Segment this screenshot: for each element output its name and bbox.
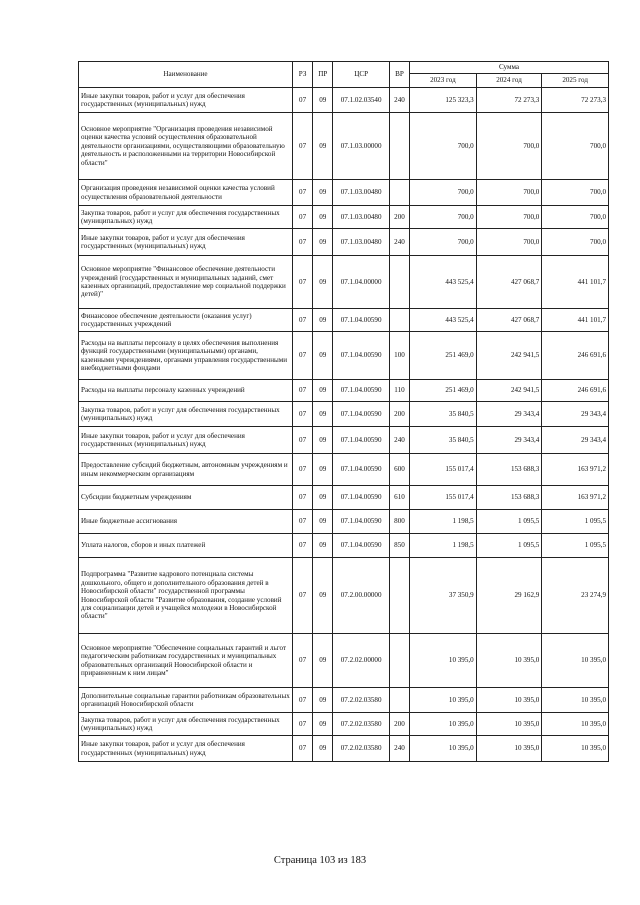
row-name: Иные закупки товаров, работ и услуг для обеспечения государственных (муниципальных) нужд	[79, 88, 293, 113]
row-sum-2025: 10 395,0	[542, 688, 609, 713]
row-csr: 07.1.03.00480	[333, 206, 390, 229]
row-pr: 09	[313, 309, 333, 332]
row-pr: 09	[313, 713, 333, 736]
row-sum-2025: 441 101,7	[542, 309, 609, 332]
row-csr: 07.1.02.03540	[333, 88, 390, 113]
row-sum-2023: 251 469,0	[410, 380, 477, 402]
row-vr: 100	[389, 332, 409, 380]
row-pr: 09	[313, 88, 333, 113]
row-name: Иные закупки товаров, работ и услуг для обеспечения государственных (муниципальных) нужд	[79, 427, 293, 454]
row-sum-2023: 10 395,0	[410, 634, 477, 688]
row-name: Иные бюджетные ассигнования	[79, 510, 293, 534]
table-row	[79, 713, 609, 736]
row-name: Организация проведения независимой оценки качества условий осуществления образовательной деятельности	[79, 180, 293, 206]
row-name: Подпрограмма "Развитие кадрового потенциала системы дошкольного, общего и дополнительного образования детей в Новосибирской области" государственной программы Новосибирской области "Развитие образования, создание условий для социализации детей и учащейся молодежи в Новосибирской области"	[79, 558, 293, 634]
row-rz: 07	[293, 180, 313, 206]
row-name: Финансовое обеспечение деятельности (оказания услуг) государственных учреждений	[79, 309, 293, 332]
header-year-2023: 2023 год	[410, 74, 477, 88]
row-sum-2024: 242 941,5	[476, 332, 542, 380]
row-sum-2023: 10 395,0	[410, 688, 477, 713]
row-name: Закупка товаров, работ и услуг для обеспечения государственных (муниципальных) нужд	[79, 713, 293, 736]
header-vr: ВР	[389, 62, 409, 88]
row-sum-2023: 443 525,4	[410, 309, 477, 332]
row-sum-2024: 700,0	[476, 113, 542, 180]
row-sum-2024: 1 095,5	[476, 510, 542, 534]
row-sum-2023: 37 350,9	[410, 558, 477, 634]
row-rz: 07	[293, 634, 313, 688]
row-name: Иные закупки товаров, работ и услуг для обеспечения государственных (муниципальных) нужд	[79, 229, 293, 256]
row-rz: 07	[293, 332, 313, 380]
row-sum-2024: 700,0	[476, 206, 542, 229]
table-row	[79, 427, 609, 454]
row-vr	[389, 688, 409, 713]
table-row	[79, 454, 609, 486]
row-sum-2024: 10 395,0	[476, 688, 542, 713]
row-sum-2025: 10 395,0	[542, 736, 609, 762]
row-pr: 09	[313, 736, 333, 762]
row-sum-2023: 251 469,0	[410, 332, 477, 380]
row-sum-2023: 10 395,0	[410, 713, 477, 736]
row-sum-2023: 443 525,4	[410, 256, 477, 309]
row-sum-2023: 35 840,5	[410, 427, 477, 454]
row-sum-2025: 700,0	[542, 206, 609, 229]
row-name: Субсидии бюджетным учреждениям	[79, 486, 293, 510]
row-pr: 09	[313, 688, 333, 713]
table-row	[79, 402, 609, 427]
row-sum-2025: 700,0	[542, 180, 609, 206]
row-sum-2024: 10 395,0	[476, 713, 542, 736]
row-sum-2024: 242 941,5	[476, 380, 542, 402]
row-csr: 07.2.00.00000	[333, 558, 390, 634]
budget-table	[78, 61, 609, 762]
row-sum-2025: 10 395,0	[542, 713, 609, 736]
row-rz: 07	[293, 427, 313, 454]
header-rz: РЗ	[293, 62, 313, 88]
row-sum-2024: 72 273,3	[476, 88, 542, 113]
row-name: Предоставление субсидий бюджетным, автономным учреждениям и иным некоммерческим организациям	[79, 454, 293, 486]
row-sum-2025: 1 095,5	[542, 534, 609, 558]
row-name: Основное мероприятие "Организация проведения независимой оценки качества условий осуществления образовательной деятельности организациями, осуществляющими образовательную деятельность и расположенными на территории Новосибирской области"	[79, 113, 293, 180]
row-rz: 07	[293, 713, 313, 736]
row-sum-2023: 155 017,4	[410, 454, 477, 486]
row-csr: 07.1.04.00590	[333, 486, 390, 510]
row-sum-2024: 10 395,0	[476, 736, 542, 762]
row-rz: 07	[293, 309, 313, 332]
row-csr: 07.1.03.00000	[333, 113, 390, 180]
row-sum-2025: 29 343,4	[542, 402, 609, 427]
row-rz: 07	[293, 688, 313, 713]
row-vr: 800	[389, 510, 409, 534]
row-vr: 200	[389, 713, 409, 736]
row-sum-2025: 163 971,2	[542, 486, 609, 510]
row-rz: 07	[293, 736, 313, 762]
row-sum-2023: 700,0	[410, 229, 477, 256]
row-pr: 09	[313, 558, 333, 634]
row-rz: 07	[293, 380, 313, 402]
table-row	[79, 558, 609, 634]
row-name: Расходы на выплаты персоналу казенных учреждений	[79, 380, 293, 402]
row-sum-2023: 1 198,5	[410, 534, 477, 558]
header-csr: ЦСР	[333, 62, 390, 88]
row-csr: 07.1.04.00590	[333, 510, 390, 534]
row-name: Уплата налогов, сборов и иных платежей	[79, 534, 293, 558]
row-sum-2024: 1 095,5	[476, 534, 542, 558]
row-rz: 07	[293, 256, 313, 309]
table-header	[79, 62, 609, 88]
row-rz: 07	[293, 88, 313, 113]
row-pr: 09	[313, 534, 333, 558]
row-rz: 07	[293, 206, 313, 229]
row-rz: 07	[293, 510, 313, 534]
row-sum-2023: 155 017,4	[410, 486, 477, 510]
row-sum-2025: 246 691,6	[542, 332, 609, 380]
table-row	[79, 113, 609, 180]
row-sum-2025: 700,0	[542, 229, 609, 256]
row-sum-2024: 153 688,3	[476, 454, 542, 486]
row-sum-2025: 441 101,7	[542, 256, 609, 309]
row-sum-2024: 700,0	[476, 229, 542, 256]
row-sum-2023: 700,0	[410, 180, 477, 206]
row-name: Закупка товаров, работ и услуг для обеспечения государственных (муниципальных) нужд	[79, 206, 293, 229]
row-csr: 07.1.04.00000	[333, 256, 390, 309]
header-pr: ПР	[313, 62, 333, 88]
row-sum-2024: 427 068,7	[476, 309, 542, 332]
row-name: Основное мероприятие "Финансовое обеспечение деятельности учреждений (государственных и муниципальных заданий, смет казенных организаций, предоставление мер социальной поддержки детей)"	[79, 256, 293, 309]
row-rz: 07	[293, 486, 313, 510]
row-csr: 07.1.03.00480	[333, 229, 390, 256]
row-pr: 09	[313, 634, 333, 688]
row-sum-2023: 10 395,0	[410, 736, 477, 762]
row-vr: 240	[389, 427, 409, 454]
table-row	[79, 206, 609, 229]
row-sum-2023: 1 198,5	[410, 510, 477, 534]
row-pr: 09	[313, 486, 333, 510]
row-csr: 07.2.02.00000	[333, 634, 390, 688]
row-sum-2023: 35 840,5	[410, 402, 477, 427]
row-name: Расходы на выплаты персоналу в целях обеспечения выполнения функций государственными (муниципальными) органами, казенными учреждениями, органами управления государственными внебюджетными фондами	[79, 332, 293, 380]
row-rz: 07	[293, 534, 313, 558]
row-pr: 09	[313, 332, 333, 380]
table-row	[79, 510, 609, 534]
header-sums: Сумма	[410, 62, 609, 74]
row-sum-2025: 700,0	[542, 113, 609, 180]
row-pr: 09	[313, 454, 333, 486]
row-sum-2025: 163 971,2	[542, 454, 609, 486]
table-row	[79, 534, 609, 558]
table-row	[79, 88, 609, 113]
row-csr: 07.1.04.00590	[333, 380, 390, 402]
row-pr: 09	[313, 402, 333, 427]
table-row	[79, 688, 609, 713]
row-vr	[389, 180, 409, 206]
row-vr: 200	[389, 206, 409, 229]
row-vr: 200	[389, 402, 409, 427]
row-vr	[389, 558, 409, 634]
row-pr: 09	[313, 229, 333, 256]
table-row	[79, 256, 609, 309]
row-csr: 07.1.04.00590	[333, 309, 390, 332]
row-name: Основное мероприятие "Обеспечение социальных гарантий и льгот педагогическим работникам государственных и муниципальных образовательных организаций Новосибирской области и приравненным к ним лицам"	[79, 634, 293, 688]
row-sum-2025: 29 343,4	[542, 427, 609, 454]
row-vr	[389, 309, 409, 332]
table-row	[79, 634, 609, 688]
page-number: Страница 103 из 183	[273, 855, 367, 866]
row-csr: 07.2.02.03580	[333, 713, 390, 736]
row-sum-2024: 427 068,7	[476, 256, 542, 309]
row-csr: 07.1.03.00480	[333, 180, 390, 206]
row-sum-2023: 700,0	[410, 113, 477, 180]
row-sum-2025: 1 095,5	[542, 510, 609, 534]
row-name: Дополнительные социальные гарантии работникам образовательных организаций Новосибирской области	[79, 688, 293, 713]
row-csr: 07.1.04.00590	[333, 534, 390, 558]
row-vr: 110	[389, 380, 409, 402]
row-rz: 07	[293, 402, 313, 427]
row-name: Иные закупки товаров, работ и услуг для обеспечения государственных (муниципальных) нужд	[79, 736, 293, 762]
table-row	[79, 332, 609, 380]
row-rz: 07	[293, 558, 313, 634]
row-pr: 09	[313, 510, 333, 534]
header-year-2024: 2024 год	[476, 74, 542, 88]
row-csr: 07.1.04.00590	[333, 402, 390, 427]
header-year-2025: 2025 год	[542, 74, 609, 88]
table-row	[79, 180, 609, 206]
row-sum-2024: 700,0	[476, 180, 542, 206]
table-row	[79, 486, 609, 510]
row-rz: 07	[293, 229, 313, 256]
row-pr: 09	[313, 180, 333, 206]
row-csr: 07.1.04.00590	[333, 427, 390, 454]
row-pr: 09	[313, 427, 333, 454]
row-pr: 09	[313, 256, 333, 309]
row-sum-2023: 125 323,3	[410, 88, 477, 113]
row-vr	[389, 256, 409, 309]
row-vr: 240	[389, 229, 409, 256]
header-name: Наименование	[79, 62, 293, 88]
row-vr: 240	[389, 88, 409, 113]
row-vr: 240	[389, 736, 409, 762]
row-csr: 07.1.04.00590	[333, 454, 390, 486]
row-rz: 07	[293, 454, 313, 486]
row-csr: 07.2.02.03580	[333, 736, 390, 762]
row-sum-2025: 72 273,3	[542, 88, 609, 113]
row-sum-2024: 29 343,4	[476, 402, 542, 427]
row-sum-2024: 29 343,4	[476, 427, 542, 454]
row-sum-2025: 246 691,6	[542, 380, 609, 402]
row-sum-2023: 700,0	[410, 206, 477, 229]
row-csr: 07.1.04.00590	[333, 332, 390, 380]
row-rz: 07	[293, 113, 313, 180]
row-csr: 07.2.02.03580	[333, 688, 390, 713]
table-body	[79, 88, 609, 762]
row-vr: 610	[389, 486, 409, 510]
row-vr	[389, 113, 409, 180]
table-row	[79, 309, 609, 332]
row-vr	[389, 634, 409, 688]
row-sum-2024: 153 688,3	[476, 486, 542, 510]
row-sum-2024: 10 395,0	[476, 634, 542, 688]
row-name: Закупка товаров, работ и услуг для обеспечения государственных (муниципальных) нужд	[79, 402, 293, 427]
table-row	[79, 736, 609, 762]
row-pr: 09	[313, 206, 333, 229]
row-sum-2025: 23 274,9	[542, 558, 609, 634]
table-row	[79, 380, 609, 402]
table-row	[79, 229, 609, 256]
row-sum-2024: 29 162,9	[476, 558, 542, 634]
row-pr: 09	[313, 380, 333, 402]
row-pr: 09	[313, 113, 333, 180]
row-vr: 850	[389, 534, 409, 558]
row-vr: 600	[389, 454, 409, 486]
row-sum-2025: 10 395,0	[542, 634, 609, 688]
